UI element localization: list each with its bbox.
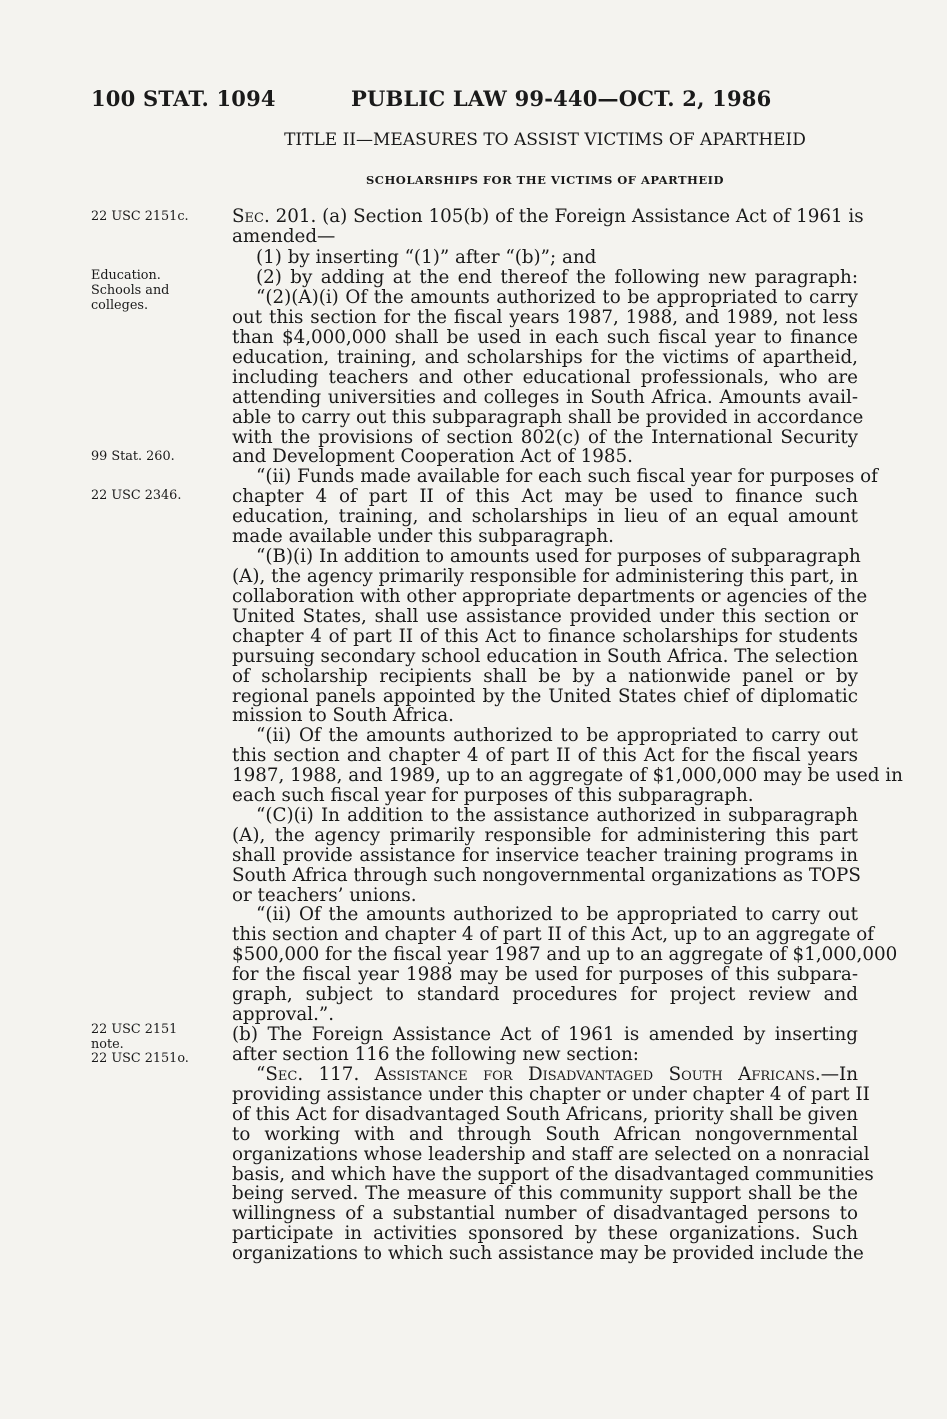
margin-note-stat: 99 Stat. 260. — [91, 449, 175, 464]
text-line: than $4,000,000 shall be used in each such fiscal year to finance — [232, 327, 858, 348]
margin-note-citation: 22 USC 2346. — [91, 488, 182, 503]
text-line: pursuing secondary school education in South Africa. The selection — [232, 646, 858, 667]
text-line: education, training, and scholarships for the victims of apartheid, — [232, 347, 858, 368]
text-line: “(ii) Funds made available for each such fiscal year for purposes of — [256, 466, 878, 487]
text-line: (A), the agency primarily responsible for administering this part, in — [232, 566, 858, 587]
text-line: after section 116 the following new section: — [232, 1044, 639, 1065]
text-line: for the fiscal year 1988 may be used for purposes of this subpara- — [232, 964, 858, 985]
text-line: $500,000 for the fiscal year 1987 and up to an aggregate of $1,000,000 — [232, 944, 898, 965]
text-line: made available under this subparagraph. — [232, 526, 614, 547]
text-line: willingness of a substantial number of disadvantaged persons to — [232, 1203, 858, 1224]
margin-note-education: Education. — [91, 268, 161, 283]
text-line: (A), the agency primarily responsible for administering this part — [232, 825, 858, 846]
text-line: shall provide assistance for inservice teacher training programs in — [232, 845, 858, 866]
section-text: (a) Section 105(b) of the Foreign Assistance Act of 1961 is — [322, 206, 864, 227]
margin-note-note: note. — [91, 1037, 124, 1052]
text-line: chapter 4 of part II of this Act may be used to finance such — [232, 486, 858, 507]
text-line: (b) The Foreign Assistance Act of 1961 is amended by inserting — [232, 1024, 858, 1045]
text-line: 1987, 1988, and 1989, up to an aggregate of $1,000,000 may be used in — [232, 765, 903, 786]
text-line: education, training, and scholarships in lieu of an equal amount — [232, 506, 858, 527]
margin-note-citation: 22 USC 2151o. — [91, 1051, 189, 1066]
section-201-line — [232, 206, 864, 227]
text-line: out this section for the fiscal years 1987, 1988, and 1989, not less — [232, 307, 858, 328]
text-line: and Development Cooperation Act of 1985. — [232, 446, 633, 467]
text-line: chapter 4 of part II of this Act to finance scholarships for students — [232, 626, 858, 647]
text-line: this section and chapter 4 of part II of this Act for the fiscal years — [232, 745, 858, 766]
text-line: or teachers’ unions. — [232, 885, 417, 906]
text-line: this section and chapter 4 of part II of this Act, up to an aggregate of — [232, 924, 874, 945]
text-line: including teachers and other educational professionals, who are — [232, 367, 858, 388]
section-117-line — [232, 1065, 858, 1084]
text-line: of this Act for disadvantaged South Africans, priority shall be given — [232, 1104, 858, 1125]
text-line: graph, subject to standard procedures for project review and — [232, 984, 858, 1005]
text-line: “(C)(i) In addition to the assistance authorized in subparagraph — [256, 805, 858, 826]
statute-page-number: 100 STAT. 1094 — [91, 86, 276, 111]
text-line: with the provisions of section 802(c) of the International Security — [232, 427, 858, 448]
text-line: organizations whose leadership and staff are selected on a nonracial — [232, 1144, 870, 1165]
text-line: to working with and through South African nongovernmental — [232, 1124, 858, 1145]
text-line: “(2)(A)(i) Of the amounts authorized to be appropriated to carry — [256, 287, 858, 308]
section-117-heading: “Sec. 117. Assistance for Disadvantaged South Africans.—In — [256, 1064, 858, 1085]
text-line: “(B)(i) In addition to amounts used for purposes of subparagraph — [256, 546, 861, 567]
text-line: attending universities and colleges in South Africa. Amounts avail- — [232, 387, 858, 408]
text-line: amended— — [232, 226, 336, 247]
text-line: United States, shall use assistance provided under this section or — [232, 606, 858, 627]
text-line: providing assistance under this chapter or under chapter 4 of part II — [232, 1084, 870, 1105]
section-subtitle: SCHOLARSHIPS FOR THE VICTIMS OF APARTHEID — [365, 173, 724, 187]
margin-note-schools: Schools and — [91, 283, 170, 298]
text-line: “(ii) Of the amounts authorized to be appropriated to carry out — [256, 725, 858, 746]
margin-note-colleges: colleges. — [91, 298, 149, 313]
margin-note-citation: 22 USC 2151c. — [91, 209, 189, 224]
text-line: each such fiscal year for purposes of this subparagraph. — [232, 785, 754, 806]
text-line: collaboration with other appropriate departments or agencies of the — [232, 586, 868, 607]
text-line: of scholarship recipients shall be by a nationwide panel or by — [232, 666, 858, 687]
section-label: Sec. 201. — [232, 206, 317, 227]
title-heading: TITLE II—MEASURES TO ASSIST VICTIMS OF APARTHEID — [284, 130, 806, 150]
text-line: (2) by adding at the end thereof the following new paragraph: — [256, 267, 858, 288]
text-line: mission to South Africa. — [232, 705, 454, 726]
text-line: South Africa through such nongovernmental organizations as TOPS — [232, 865, 861, 886]
text-line: participate in activities sponsored by these organizations. Such — [232, 1223, 858, 1244]
margin-note-citation: 22 USC 2151 — [91, 1022, 178, 1037]
text-line: regional panels appointed by the United States chief of diplomatic — [232, 686, 858, 707]
text-line: (1) by inserting “(1)” after “(b)”; and — [256, 247, 597, 268]
text-line: approval.”. — [232, 1004, 335, 1025]
text-line: organizations to which such assistance may be provided include the — [232, 1243, 864, 1264]
text-line: “(ii) Of the amounts authorized to be appropriated to carry out — [256, 904, 858, 925]
text-line: able to carry out this subparagraph shall be provided in accordance — [232, 407, 864, 428]
text-line: basis, and which have the support of the disadvantaged communities — [232, 1164, 874, 1185]
public-law-header: PUBLIC LAW 99-440—OCT. 2, 1986 — [351, 86, 772, 111]
text-line: being served. The measure of this community support shall be the — [232, 1183, 858, 1204]
